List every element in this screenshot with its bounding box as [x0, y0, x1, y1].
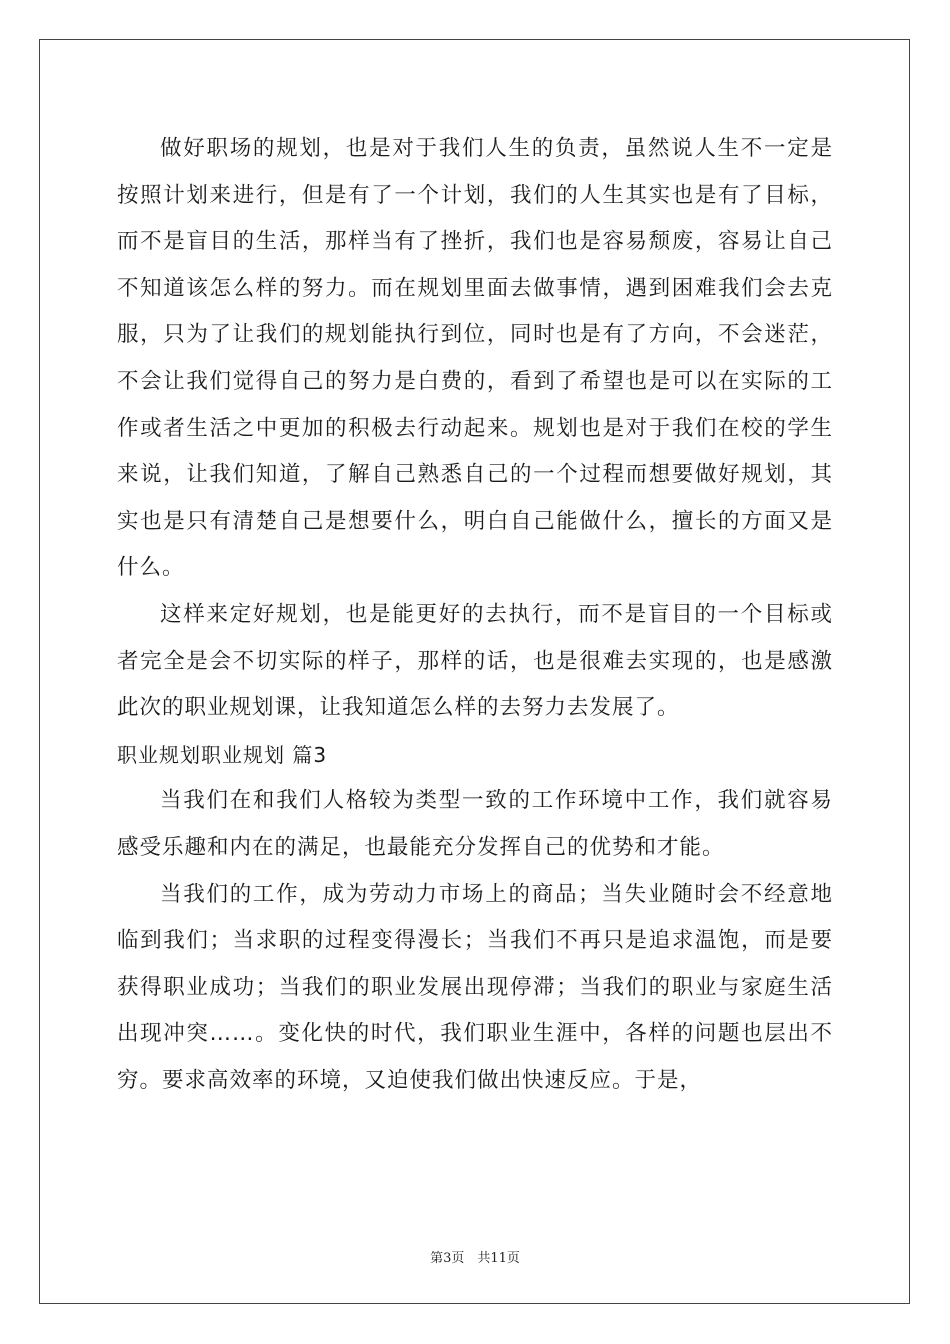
paragraph: 当我们在和我们人格较为类型一致的工作环境中工作，我们就容易感受乐趣和内在的满足，也最能充分发挥自己的优势和才能。: [117, 788, 833, 860]
paragraph: 这样来定好规划，也是能更好的去执行，而不是盲目的一个目标或者完全是会不切实际的样子，那样的话，也是很难去实现的，也是感激此次的职业规划课，让我知道怎么样的去努力去发展了。: [117, 601, 833, 721]
paragraph: 当我们的工作，成为劳动力市场上的商品；当失业随时会不经意地临到我们；当求职的过程变得漫长；当我们不再只是追求温饱，而是要获得职业成功；当我们的职业发展出现停滞；当我们的职业与家庭生活出现冲突……。变化快的时代，我们职业生涯中，各样的问题也层出不穷。要求高效率的环境，又迫使我们做出快速反应。于是，: [117, 881, 833, 1093]
paragraph: 做好职场的规划，也是对于我们人生的负责，虽然说人生不一定是按照计划来进行，但是有了一个计划，我们的人生其实也是有了目标，而不是盲目的生活，那样当有了挫折，我们也是容易颓废，容易让自己不知道该怎么样的努力。而在规划里面去做事情，遇到困难我们会去克服，只为了让我们的规划能执行到位，同时也是有了方向，不会迷茫，不会让我们觉得自己的努力是白费的，看到了希望也是可以在实际的工作或者生活之中更加的积极去行动起来。规划也是对于我们在校的学生来说，让我们知道，了解自己熟悉自己的一个过程而想要做好规划，其实也是只有清楚自己是想要什么，明白自己能做什么，擅长的方面又是什么。: [117, 136, 833, 581]
page-number-footer: 第3页 共11页: [430, 1251, 520, 1266]
section-heading: 职业规划职业规划 篇3: [117, 742, 328, 767]
document-body: [117, 126, 833, 1104]
